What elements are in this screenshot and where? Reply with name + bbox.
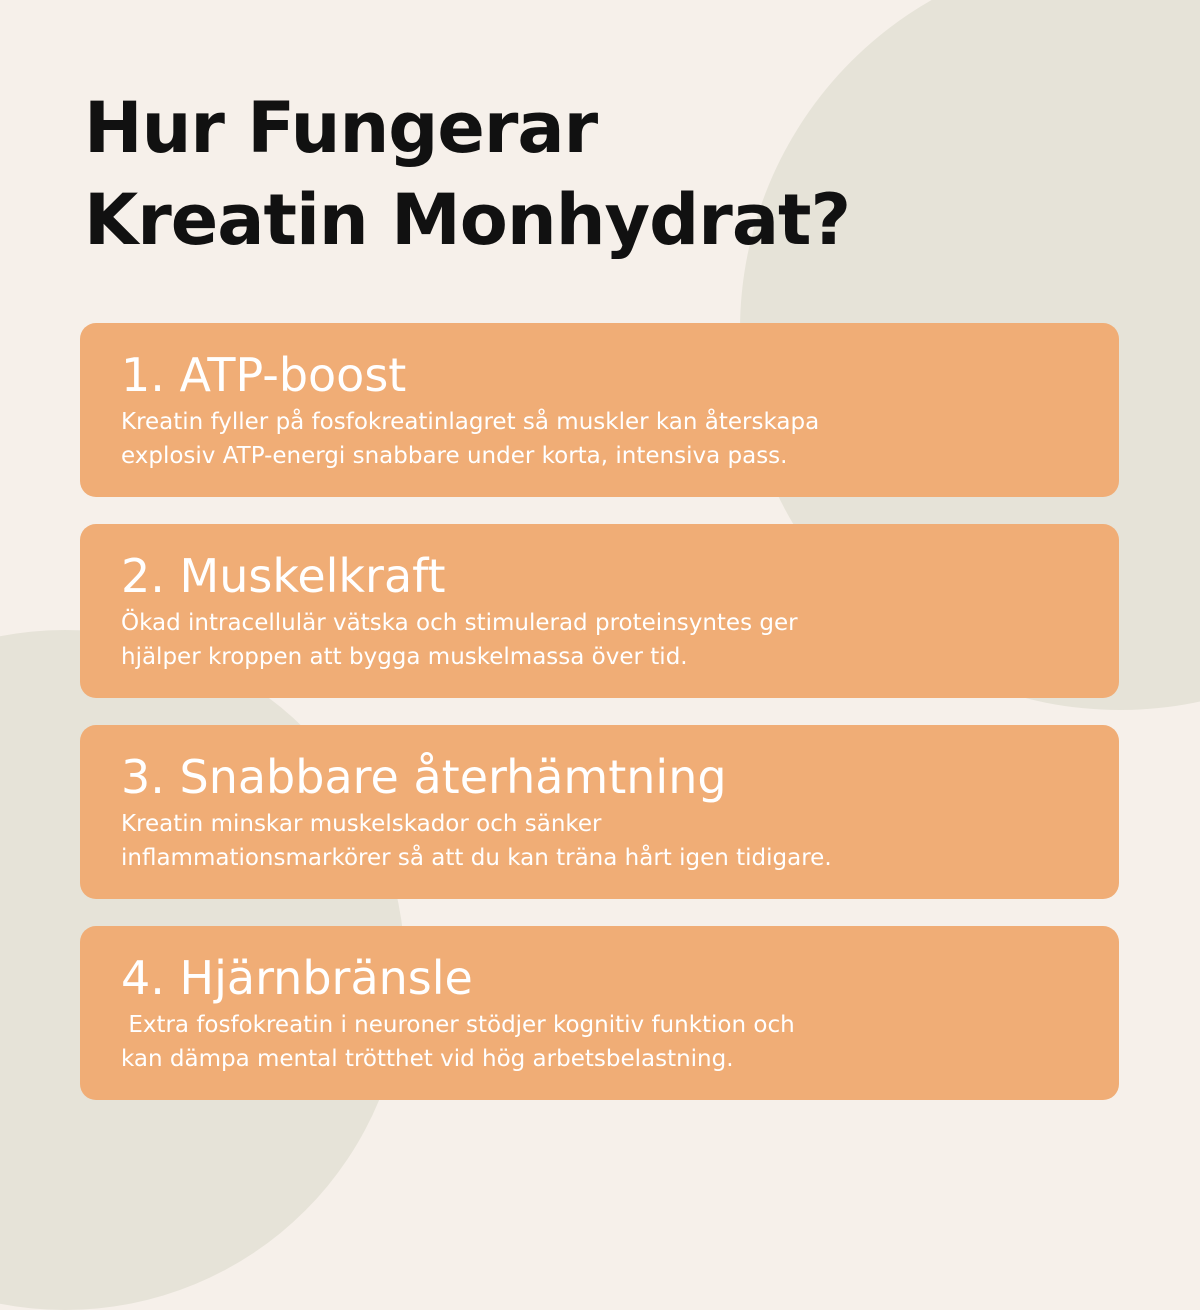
- card-atp-boost: [80, 323, 1119, 497]
- card-heading: 4. Hjärnbränsle: [121, 951, 473, 1005]
- card-description: Kreatin fyller på fosfokreatinlagret så muskler kan återskapa explosiv ATP-energi snabbare under korta, intensiva pass.: [121, 409, 820, 469]
- card-description: Kreatin minskar muskelskador och sänker inflammationsmarkörer så att du kan träna hårt igen tidigare.: [121, 811, 832, 871]
- page-title: [84, 82, 1124, 266]
- title-line-2: Kreatin Monhydrat?: [84, 179, 851, 261]
- card-heading: 2. Muskelkraft: [121, 549, 446, 603]
- card-description: Extra fosfokreatin i neuroner stödjer kognitiv funktion och kan dämpa mental trötthet vid hög arbetsbelastning.: [121, 1012, 795, 1072]
- card-description: Ökad intracellulär vätska och stimulerad proteinsyntes ger hjälper kroppen att bygga muskelmassa över tid.: [121, 610, 798, 670]
- card-hjarnbransle: [80, 926, 1119, 1100]
- card-muskelkraft: [80, 524, 1119, 698]
- card-snabbare-aterhamtning: [80, 725, 1119, 899]
- title-line-1: Hur Fungerar: [84, 87, 598, 169]
- card-list: [80, 323, 1119, 1127]
- card-heading: 3. Snabbare återhämtning: [121, 750, 727, 804]
- card-heading: 1. ATP-boost: [121, 348, 407, 402]
